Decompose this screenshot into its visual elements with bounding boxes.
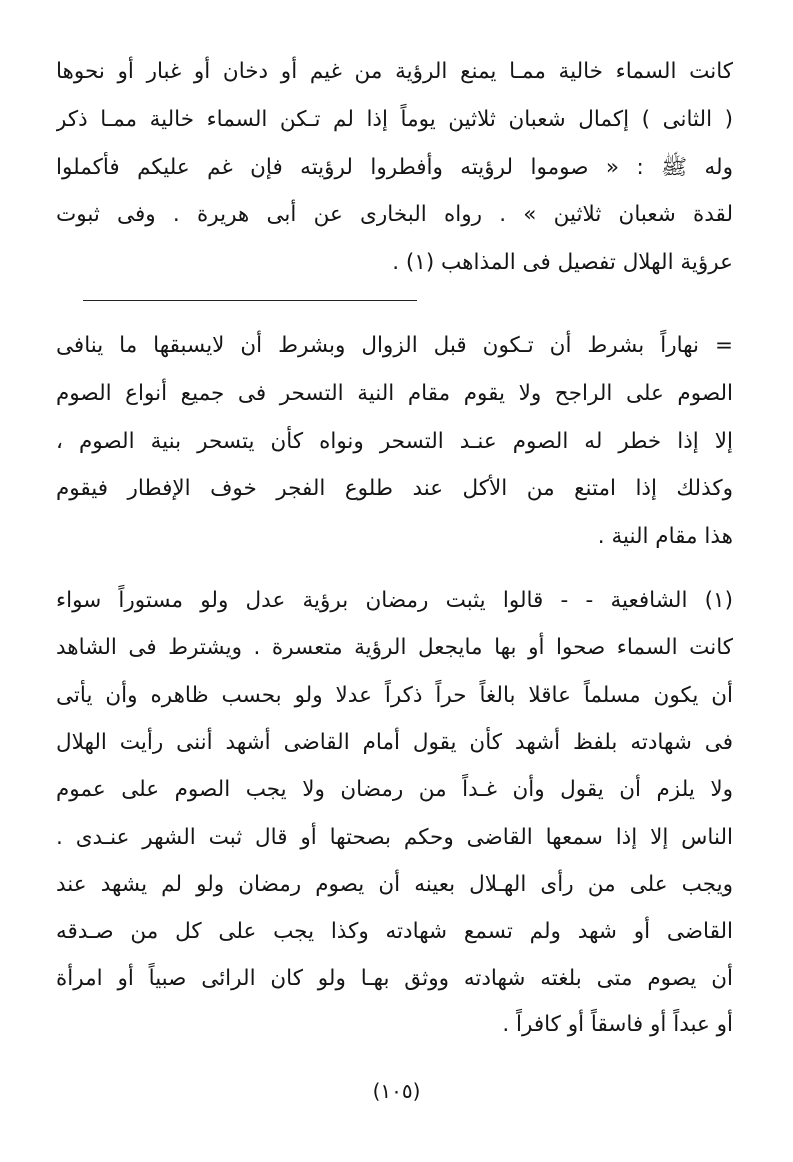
main-text-line: لقدة شعبان ثلاثين » . رواه البخارى عن أبى هريرة . وفى ثبوت xyxy=(56,202,733,227)
footnote-line: الناس إلا إذا سمعها القاضى وحكم بصحتها أو قال ثبت الشهر عنـدى . xyxy=(56,825,733,850)
main-text-line: عرؤية الهلال تفصيل فى المذاهب (١) . xyxy=(392,250,733,275)
footnote-line: أو عبداً أو فاسقاً أو كافراً . xyxy=(502,1012,733,1037)
main-text-line: وله ﷺ : « صوموا لرؤيته وأفطروا لرؤيته فإن غم عليكم فأكملوا xyxy=(56,155,733,180)
continuation-note-line: هذا مقام النية . xyxy=(597,524,733,549)
footnote-line: أن يكون مسلماً عاقلا بالغاً حراً ذكراً عدلا ولو بحسب ظاهره وأن يأتى xyxy=(56,683,733,708)
footnote-separator xyxy=(83,300,417,301)
footnote-line: ويجب على من رأى الهـلال بعينه أن يصوم رمضان ولو لم يشهد عند xyxy=(56,872,733,897)
main-text-line: كانت السماء خالية ممـا يمنع الرؤية من غيم أو دخان أو غبار أو نحوها xyxy=(56,59,733,84)
continuation-note-line: الصوم على الراجح ولا يقوم مقام النية التسحر فى جميع أنواع الصوم xyxy=(56,381,733,406)
continuation-note-line: إلا إذا خطر له الصوم عنـد التسحر ونواه كأن يتسحر بنية الصوم ، xyxy=(56,429,733,454)
page-number: (١٠٥) xyxy=(372,1079,421,1103)
continuation-note-line: = نهاراً بشرط أن تـكون قبل الزوال وبشرط أن لايسبقها ما ينافى xyxy=(56,333,733,358)
main-text-line: ( الثانى ) إكمال شعبان ثلاثين يوماً إذا لم تـكن السماء خالية ممـا ذكر xyxy=(56,107,733,132)
footnote-line: ولا يلزم أن يقول وأن غـداً من رمضان ولا يجب الصوم على عموم xyxy=(56,777,733,802)
footnote-line: القاضى أو شهد ولم تسمع شهادته وكذا يجب على كل من صـدقه xyxy=(56,919,733,944)
footnote-line: (١) الشافعية - - قالوا يثبت رمضان برؤية عدل ولو مستوراً سواء xyxy=(56,588,733,613)
footnote-line: فى شهادته بلفظ أشهد كأن يقول أمام القاضى أشهد أننى رأيت الهلال xyxy=(56,730,733,755)
footnote-line: أن يصوم متى بلغته شهادته ووثق بهـا ولو كان الرائى صبياً أو امرأة xyxy=(56,966,733,991)
continuation-note-line: وكذلك إذا امتنع من الأكل عند طلوع الفجر خوف الإفطار فيقوم xyxy=(56,476,733,501)
footnote-line: كانت السماء صحوا أو بها مايجعل الرؤية متعسرة . ويشترط فى الشاهد xyxy=(56,635,733,660)
